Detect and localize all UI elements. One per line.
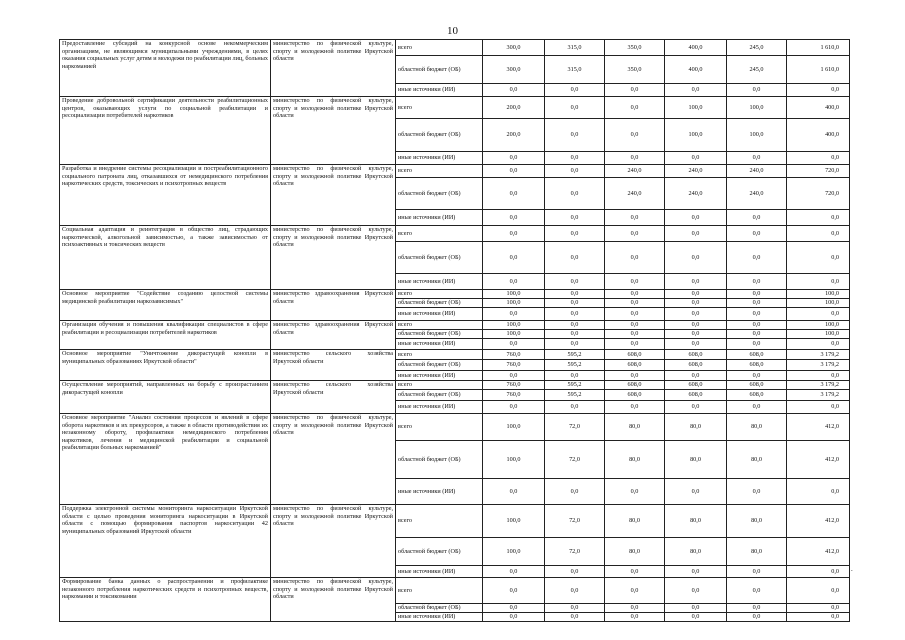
year-value: 0,0	[665, 479, 727, 505]
year-value: 0,0	[727, 226, 787, 242]
funding-source: иные источники (ИИ)	[396, 401, 483, 414]
year-value: 100,0	[483, 414, 545, 441]
year-value: 0,0	[605, 226, 665, 242]
year-value: 0,0	[665, 566, 727, 578]
funding-source: иные источники (ИИ)	[396, 152, 483, 165]
total-value: 0,0	[787, 339, 850, 350]
year-value: 608,0	[605, 381, 665, 390]
year-value: 0,0	[605, 604, 665, 613]
year-value: 100,0	[483, 299, 545, 308]
year-value: 0,0	[727, 308, 787, 321]
total-value: 0,0	[787, 566, 850, 578]
year-value: 0,0	[665, 308, 727, 321]
funding-source: областной бюджет (ОБ)	[396, 56, 483, 84]
table-row	[60, 321, 850, 330]
funding-source: областной бюджет (ОБ)	[396, 360, 483, 371]
trailing-mark: .	[851, 565, 853, 573]
year-value: 100,0	[483, 441, 545, 479]
year-value: 80,0	[727, 441, 787, 479]
year-value: 0,0	[605, 613, 665, 622]
year-value: 0,0	[545, 330, 605, 339]
funding-source: всего	[396, 321, 483, 330]
funding-source: всего	[396, 381, 483, 390]
responsible-executor: министерство по физической культуре, спорту и молодежной политике Иркутской области	[271, 40, 396, 97]
measure-description: Осуществление мероприятий, направленных на борьбу с произрастанием дикорастущей конопли	[60, 381, 271, 414]
funding-source: иные источники (ИИ)	[396, 613, 483, 622]
measure-description: Поддержка электронной системы мониторинга наркоситуации Иркутской области с целью проведения мониторинга наркоситуации в Иркутской области с помощью формирования паспортов наркоситуации 42 муниципальных образований Иркутской области	[60, 505, 271, 578]
year-value: 0,0	[545, 604, 605, 613]
year-value: 0,0	[665, 152, 727, 165]
year-value: 0,0	[483, 308, 545, 321]
year-value: 608,0	[605, 350, 665, 360]
year-value: 0,0	[727, 479, 787, 505]
total-value: 100,0	[787, 330, 850, 339]
year-value: 0,0	[605, 308, 665, 321]
year-value: 608,0	[727, 360, 787, 371]
year-value: 240,0	[665, 165, 727, 178]
year-value: 0,0	[605, 330, 665, 339]
year-value: 608,0	[605, 360, 665, 371]
year-value: 0,0	[483, 604, 545, 613]
year-value: 0,0	[665, 401, 727, 414]
year-value: 0,0	[727, 604, 787, 613]
table-row	[60, 40, 850, 56]
year-value: 0,0	[665, 339, 727, 350]
year-value: 0,0	[483, 566, 545, 578]
funding-source: иные источники (ИИ)	[396, 479, 483, 505]
year-value: 315,0	[545, 40, 605, 56]
year-value: 760,0	[483, 390, 545, 401]
funding-source: иные источники (ИИ)	[396, 308, 483, 321]
year-value: 240,0	[727, 165, 787, 178]
year-value: 80,0	[605, 414, 665, 441]
year-value: 0,0	[727, 84, 787, 97]
year-value: 0,0	[665, 578, 727, 604]
table-row	[60, 226, 850, 242]
year-value: 0,0	[727, 613, 787, 622]
year-value: 0,0	[483, 152, 545, 165]
year-value: 100,0	[483, 290, 545, 299]
funding-source: всего	[396, 290, 483, 299]
total-value: 1 610,0	[787, 56, 850, 84]
total-value: 412,0	[787, 414, 850, 441]
year-value: 0,0	[605, 566, 665, 578]
year-value: 0,0	[727, 299, 787, 308]
year-value: 0,0	[605, 339, 665, 350]
responsible-executor: министерство по физической культуре, спорту и молодежной политике Иркутской области	[271, 165, 396, 226]
year-value: 608,0	[665, 360, 727, 371]
year-value: 300,0	[483, 40, 545, 56]
funding-source: всего	[396, 505, 483, 538]
year-value: 0,0	[483, 613, 545, 622]
year-value: 0,0	[545, 84, 605, 97]
total-value: 400,0	[787, 119, 850, 152]
year-value: 760,0	[483, 381, 545, 390]
total-value: 0,0	[787, 578, 850, 604]
year-value: 608,0	[727, 381, 787, 390]
year-value: 608,0	[727, 350, 787, 360]
year-value: 80,0	[665, 505, 727, 538]
responsible-executor: министерство по физической культуре, спорту и молодежной политике Иркутской области	[271, 226, 396, 290]
year-value: 0,0	[483, 210, 545, 226]
table-row	[60, 578, 850, 604]
year-value: 595,2	[545, 360, 605, 371]
year-value: 100,0	[483, 330, 545, 339]
total-value: 0,0	[787, 308, 850, 321]
total-value: 0,0	[787, 226, 850, 242]
year-value: 350,0	[605, 40, 665, 56]
year-value: 0,0	[605, 290, 665, 299]
measure-description: Основное мероприятие "Уничтожение дикорастущей конопли в муниципальных образованиях Иркутской области"	[60, 350, 271, 381]
total-value: 0,0	[787, 152, 850, 165]
year-value: 200,0	[483, 97, 545, 119]
year-value: 100,0	[483, 538, 545, 566]
funding-source: областной бюджет (ОБ)	[396, 390, 483, 401]
year-value: 0,0	[545, 578, 605, 604]
total-value: 3 179,2	[787, 381, 850, 390]
funding-source: иные источники (ИИ)	[396, 84, 483, 97]
year-value: 0,0	[545, 226, 605, 242]
year-value: 608,0	[665, 381, 727, 390]
year-value: 80,0	[727, 538, 787, 566]
responsible-executor: министерство сельского хозяйства Иркутской области	[271, 350, 396, 381]
table-row	[60, 165, 850, 178]
year-value: 0,0	[727, 152, 787, 165]
responsible-executor: министерство по физической культуре, спорту и молодежной политике Иркутской области	[271, 97, 396, 165]
year-value: 0,0	[483, 84, 545, 97]
funding-source: всего	[396, 40, 483, 56]
year-value: 245,0	[727, 40, 787, 56]
page-number: 10	[447, 25, 458, 37]
year-value: 0,0	[545, 97, 605, 119]
year-value: 0,0	[665, 274, 727, 290]
year-value: 0,0	[545, 152, 605, 165]
funding-source: иные источники (ИИ)	[396, 274, 483, 290]
year-value: 0,0	[665, 321, 727, 330]
total-value: 0,0	[787, 210, 850, 226]
funding-source: иные источники (ИИ)	[396, 566, 483, 578]
year-value: 0,0	[665, 210, 727, 226]
year-value: 80,0	[665, 538, 727, 566]
total-value: 100,0	[787, 290, 850, 299]
year-value: 80,0	[665, 441, 727, 479]
total-value: 0,0	[787, 401, 850, 414]
total-value: 100,0	[787, 299, 850, 308]
year-value: 0,0	[665, 613, 727, 622]
year-value: 0,0	[605, 152, 665, 165]
measure-description: Проведение добровольной сертификации деятельности реабилитационных центров, оказывающих услуги по социальной реабилитации и ресоциализации потребителей наркотиков	[60, 97, 271, 165]
year-value: 240,0	[605, 178, 665, 210]
year-value: 0,0	[605, 479, 665, 505]
year-value: 240,0	[665, 178, 727, 210]
year-value: 0,0	[605, 321, 665, 330]
measure-description: Разработка и внедрение системы ресоциализации и постреабилитационного социального патроната лиц, отказавшихся от немедицинского потребления наркотических средств, токсических и психотропных веществ	[60, 165, 271, 226]
year-value: 0,0	[545, 308, 605, 321]
year-value: 80,0	[727, 414, 787, 441]
year-value: 760,0	[483, 360, 545, 371]
year-value: 72,0	[545, 414, 605, 441]
year-value: 0,0	[727, 210, 787, 226]
year-value: 0,0	[727, 566, 787, 578]
year-value: 0,0	[605, 401, 665, 414]
total-value: 0,0	[787, 84, 850, 97]
year-value: 0,0	[545, 274, 605, 290]
year-value: 100,0	[727, 119, 787, 152]
year-value: 80,0	[605, 441, 665, 479]
total-value: 3 179,2	[787, 350, 850, 360]
year-value: 0,0	[483, 226, 545, 242]
year-value: 0,0	[545, 613, 605, 622]
responsible-executor: министерство по физической культуре, спорту и молодежной политике Иркутской области	[271, 414, 396, 505]
year-value: 0,0	[727, 371, 787, 381]
year-value: 0,0	[727, 274, 787, 290]
year-value: 0,0	[483, 165, 545, 178]
year-value: 0,0	[483, 274, 545, 290]
year-value: 0,0	[545, 290, 605, 299]
year-value: 608,0	[665, 390, 727, 401]
measure-description: Организация обучения и повышения квалификации специалистов в сфере реабилитации и ресоциализации потребителей наркотиков	[60, 321, 271, 350]
year-value: 0,0	[605, 119, 665, 152]
year-value: 595,2	[545, 381, 605, 390]
year-value: 0,0	[605, 274, 665, 290]
year-value: 0,0	[483, 242, 545, 274]
year-value: 0,0	[727, 339, 787, 350]
funding-source: областной бюджет (ОБ)	[396, 604, 483, 613]
funding-source: областной бюджет (ОБ)	[396, 330, 483, 339]
year-value: 0,0	[605, 371, 665, 381]
measure-description: Предоставление субсидий на конкурсной основе некоммерческим организациям, не являющимся муниципальными учреждениями, в целях оказания социальных услуг детям и молодежи по реабилитации лиц, больных наркоманией	[60, 40, 271, 97]
year-value: 100,0	[727, 97, 787, 119]
total-value: 3 179,2	[787, 390, 850, 401]
measure-description: Социальная адаптация и реинтеграция в общество лиц, страдающих наркотической, алкогольной зависимостью, а также зависимостью от психоактивных и токсических веществ	[60, 226, 271, 290]
year-value: 72,0	[545, 538, 605, 566]
year-value: 80,0	[605, 505, 665, 538]
year-value: 0,0	[665, 242, 727, 274]
table-row	[60, 414, 850, 441]
year-value: 80,0	[727, 505, 787, 538]
funding-source: областной бюджет (ОБ)	[396, 242, 483, 274]
funding-source: всего	[396, 578, 483, 604]
year-value: 0,0	[483, 401, 545, 414]
year-value: 608,0	[727, 390, 787, 401]
funding-source: областной бюджет (ОБ)	[396, 441, 483, 479]
year-value: 245,0	[727, 56, 787, 84]
year-value: 0,0	[665, 330, 727, 339]
year-value: 0,0	[483, 371, 545, 381]
table-row	[60, 350, 850, 360]
total-value: 0,0	[787, 242, 850, 274]
funding-source: всего	[396, 97, 483, 119]
funding-source: иные источники (ИИ)	[396, 339, 483, 350]
funding-source: всего	[396, 165, 483, 178]
year-value: 760,0	[483, 350, 545, 360]
year-value: 80,0	[605, 538, 665, 566]
year-value: 0,0	[545, 321, 605, 330]
responsible-executor: министерство по физической культуре, спорту и молодежной политике Иркутской области	[271, 505, 396, 578]
total-value: 412,0	[787, 505, 850, 538]
year-value: 100,0	[483, 321, 545, 330]
year-value: 0,0	[483, 339, 545, 350]
year-value: 608,0	[605, 390, 665, 401]
year-value: 0,0	[545, 401, 605, 414]
year-value: 0,0	[545, 119, 605, 152]
funding-source: областной бюджет (ОБ)	[396, 538, 483, 566]
year-value: 0,0	[545, 299, 605, 308]
responsible-executor: министерство здравоохранения Иркутской области	[271, 290, 396, 321]
year-value: 0,0	[605, 578, 665, 604]
total-value: 0,0	[787, 613, 850, 622]
year-value: 0,0	[545, 210, 605, 226]
budget-table	[59, 39, 850, 622]
responsible-executor: министерство здравоохранения Иркутской области	[271, 321, 396, 350]
year-value: 200,0	[483, 119, 545, 152]
table-row	[60, 381, 850, 390]
year-value: 400,0	[665, 56, 727, 84]
year-value: 0,0	[483, 578, 545, 604]
funding-source: иные источники (ИИ)	[396, 210, 483, 226]
year-value: 80,0	[665, 414, 727, 441]
year-value: 595,2	[545, 350, 605, 360]
year-value: 0,0	[665, 371, 727, 381]
year-value: 0,0	[727, 401, 787, 414]
funding-source: всего	[396, 414, 483, 441]
year-value: 0,0	[605, 210, 665, 226]
measure-description: Формирование банка данных о распространении и профилактике незаконного потребления наркотических средств и психотропных веществ, наркомании и токсикомании	[60, 578, 271, 622]
year-value: 0,0	[665, 299, 727, 308]
year-value: 0,0	[483, 178, 545, 210]
year-value: 300,0	[483, 56, 545, 84]
year-value: 0,0	[545, 242, 605, 274]
funding-source: областной бюджет (ОБ)	[396, 119, 483, 152]
total-value: 3 179,2	[787, 360, 850, 371]
year-value: 595,2	[545, 390, 605, 401]
year-value: 0,0	[483, 479, 545, 505]
year-value: 240,0	[605, 165, 665, 178]
year-value: 0,0	[545, 339, 605, 350]
funding-source: всего	[396, 226, 483, 242]
year-value: 0,0	[665, 226, 727, 242]
year-value: 0,0	[665, 290, 727, 299]
responsible-executor: министерство по физической культуре, спорту и молодежной политике Иркутской области	[271, 578, 396, 622]
year-value: 0,0	[545, 371, 605, 381]
year-value: 0,0	[605, 242, 665, 274]
year-value: 100,0	[665, 97, 727, 119]
table-body	[60, 40, 850, 622]
measure-description: Основное мероприятие "Анализ состояния процессов и явлений в сфере оборота наркотиков и их прекурсоров, а также в области противодействия их незаконному обороту, профилактики немедицинского потребления наркотиков, лечения и медицинской реабилитации и социальной реабилитации больных наркоманией"	[60, 414, 271, 505]
year-value: 0,0	[727, 321, 787, 330]
funding-source: областной бюджет (ОБ)	[396, 178, 483, 210]
total-value: 100,0	[787, 321, 850, 330]
total-value: 412,0	[787, 441, 850, 479]
year-value: 350,0	[605, 56, 665, 84]
funding-source: всего	[396, 350, 483, 360]
year-value: 608,0	[665, 350, 727, 360]
table-row	[60, 97, 850, 119]
year-value: 0,0	[665, 84, 727, 97]
year-value: 0,0	[727, 578, 787, 604]
year-value: 100,0	[665, 119, 727, 152]
total-value: 720,0	[787, 178, 850, 210]
year-value: 240,0	[727, 178, 787, 210]
total-value: 0,0	[787, 479, 850, 505]
year-value: 0,0	[727, 290, 787, 299]
responsible-executor: министерство сельского хозяйства Иркутской области	[271, 381, 396, 414]
year-value: 0,0	[545, 479, 605, 505]
year-value: 72,0	[545, 505, 605, 538]
year-value: 400,0	[665, 40, 727, 56]
year-value: 315,0	[545, 56, 605, 84]
table-row	[60, 290, 850, 299]
total-value: 0,0	[787, 274, 850, 290]
year-value: 0,0	[605, 97, 665, 119]
year-value: 0,0	[665, 604, 727, 613]
year-value: 0,0	[545, 566, 605, 578]
year-value: 0,0	[727, 330, 787, 339]
funding-source: областной бюджет (ОБ)	[396, 299, 483, 308]
total-value: 412,0	[787, 538, 850, 566]
funding-source: иные источники (ИИ)	[396, 371, 483, 381]
total-value: 1 610,0	[787, 40, 850, 56]
table-row	[60, 505, 850, 538]
year-value: 0,0	[545, 165, 605, 178]
year-value: 0,0	[605, 84, 665, 97]
year-value: 0,0	[727, 242, 787, 274]
year-value: 100,0	[483, 505, 545, 538]
year-value: 0,0	[545, 178, 605, 210]
total-value: 0,0	[787, 371, 850, 381]
year-value: 72,0	[545, 441, 605, 479]
total-value: 400,0	[787, 97, 850, 119]
total-value: 720,0	[787, 165, 850, 178]
total-value: 0,0	[787, 604, 850, 613]
measure-description: Основное мероприятие "Содействие созданию целостной системы медицинской реабилитации наркозависимых"	[60, 290, 271, 321]
year-value: 0,0	[605, 299, 665, 308]
